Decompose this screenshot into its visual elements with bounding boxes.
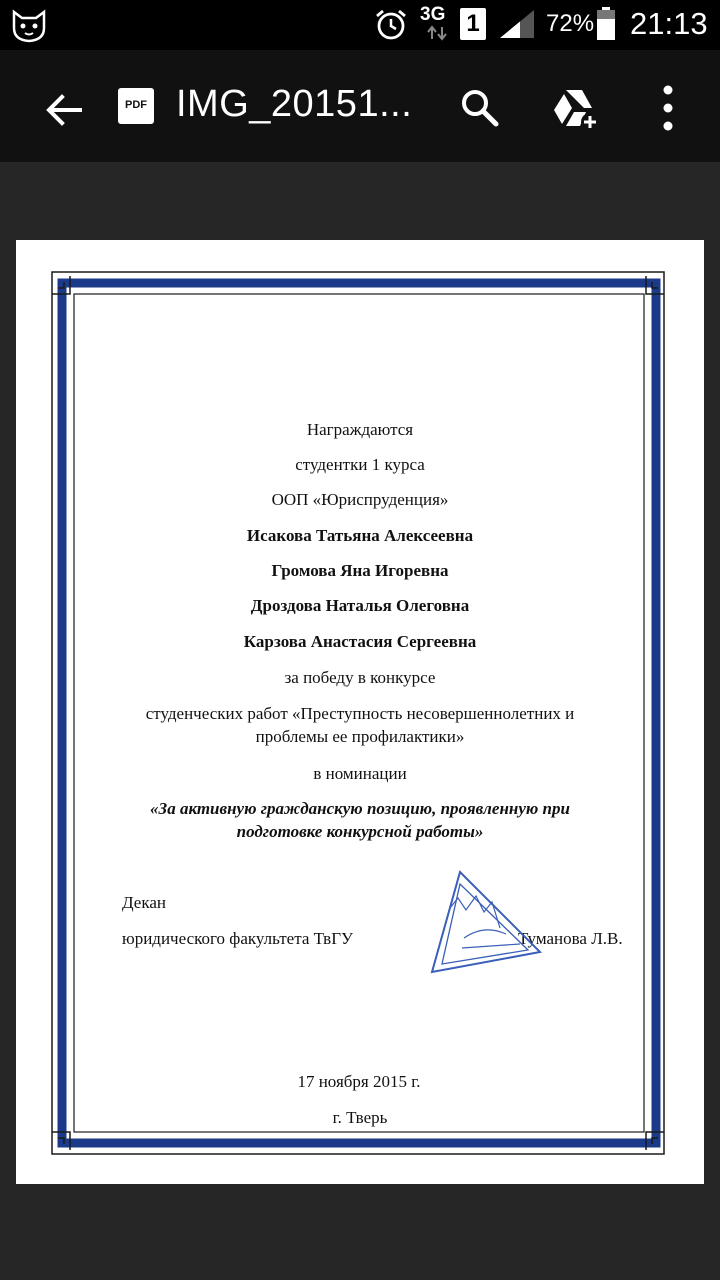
- pdf-file-label: PDF: [125, 99, 147, 111]
- university-stamp: [420, 868, 546, 980]
- app-bar: [0, 50, 720, 162]
- document-date: 17 ноября 2015 г.: [297, 1072, 421, 1091]
- nomination-title-2: подготовке конкурсной работы»: [236, 822, 484, 841]
- sim-slot-badge: 1: [460, 8, 486, 40]
- awardee-name: Исакова Татьяна Алексеевна: [246, 526, 474, 545]
- clock: 21:13: [630, 6, 708, 41]
- nomination-label: в номинации: [313, 764, 407, 783]
- nomination-title: «За активную гражданскую позицию, проявленную при: [150, 799, 570, 818]
- drive-add-icon[interactable]: [552, 86, 600, 132]
- document-page[interactable]: [16, 240, 704, 1184]
- back-arrow-icon[interactable]: [40, 86, 88, 134]
- course-line: студентки 1 курса: [295, 455, 425, 474]
- data-arrows-icon: [426, 25, 448, 41]
- reason-line: за победу в конкурсе: [284, 668, 436, 687]
- awardee-name: Дроздова Наталья Олеговна: [250, 596, 470, 615]
- cat-app-icon: [10, 6, 48, 44]
- more-vert-icon[interactable]: [650, 80, 686, 136]
- awardee-name: Карзова Анастасия Сергеевна: [243, 632, 477, 651]
- award-intro: Награждаются: [306, 420, 414, 439]
- signal-strength-icon: [498, 8, 536, 40]
- signatory-name: Туманова Л.В.: [518, 929, 623, 948]
- contest-line-2: проблемы ее профилактики»: [255, 727, 465, 746]
- search-icon[interactable]: [458, 86, 502, 130]
- program-line: ООП «Юриспруденция»: [271, 490, 449, 509]
- battery-icon: [596, 7, 616, 41]
- signatory-department: юридического факультета ТвГУ: [122, 929, 354, 948]
- battery-percent: 72%: [546, 10, 595, 37]
- pdf-file-icon: [118, 88, 154, 124]
- document-viewer[interactable]: [0, 162, 720, 1280]
- awardee-name: Громова Яна Игоревна: [271, 561, 449, 580]
- document-city: г. Тверь: [332, 1108, 388, 1127]
- status-bar: [0, 0, 720, 50]
- contest-line: студенческих работ «Преступность несовершеннолетних и: [145, 704, 575, 723]
- alarm-icon: [374, 8, 408, 42]
- signatory-title: Декан: [122, 893, 166, 912]
- document-title: IMG_20151...: [176, 83, 413, 125]
- network-type: 3G: [420, 4, 446, 25]
